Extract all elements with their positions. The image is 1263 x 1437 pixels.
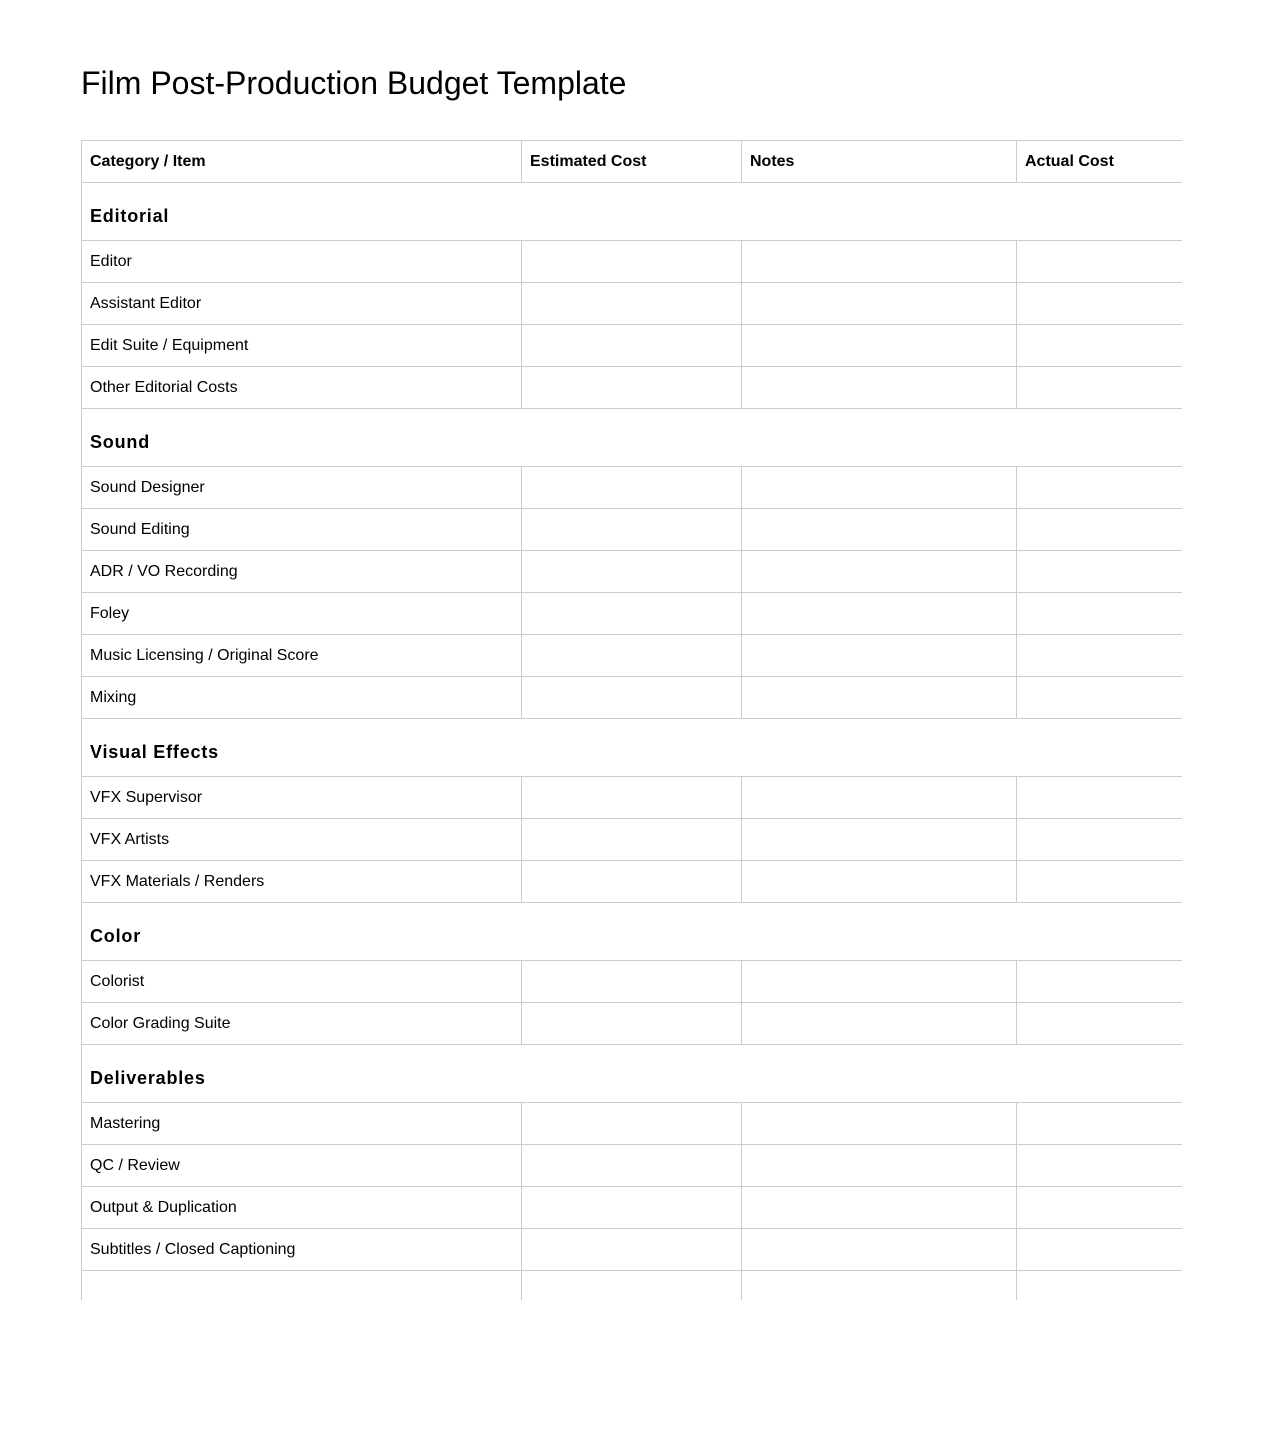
estimated-cost-cell[interactable] bbox=[522, 677, 742, 719]
header-category: Category / Item bbox=[82, 141, 522, 183]
estimated-cost-cell[interactable] bbox=[522, 1103, 742, 1145]
item-label: Mastering bbox=[82, 1103, 522, 1145]
actual-cost-cell[interactable] bbox=[1017, 961, 1183, 1003]
notes-cell[interactable] bbox=[742, 819, 1017, 861]
notes-cell[interactable] bbox=[742, 635, 1017, 677]
item-label: Other Editorial Costs bbox=[82, 367, 522, 409]
section-row bbox=[82, 1045, 1183, 1103]
item-label: ADR / VO Recording bbox=[82, 551, 522, 593]
notes-cell[interactable] bbox=[742, 593, 1017, 635]
table-row bbox=[82, 1003, 1183, 1045]
estimated-cost-cell[interactable] bbox=[522, 367, 742, 409]
actual-cost-cell[interactable] bbox=[1017, 1103, 1183, 1145]
item-label: Color Grading Suite bbox=[82, 1003, 522, 1045]
actual-cost-cell[interactable] bbox=[1017, 861, 1183, 903]
notes-cell[interactable] bbox=[742, 1229, 1017, 1271]
notes-cell[interactable] bbox=[742, 367, 1017, 409]
table-row bbox=[82, 367, 1183, 409]
header-notes: Notes bbox=[742, 141, 1017, 183]
table-row bbox=[82, 1229, 1183, 1271]
notes-cell[interactable] bbox=[742, 777, 1017, 819]
notes-cell[interactable] bbox=[742, 509, 1017, 551]
actual-cost-cell[interactable] bbox=[1017, 283, 1183, 325]
notes-cell[interactable] bbox=[742, 1003, 1017, 1045]
page-title: Film Post-Production Budget Template bbox=[81, 65, 627, 101]
estimated-cost-cell[interactable] bbox=[522, 467, 742, 509]
estimated-cost-cell[interactable] bbox=[522, 551, 742, 593]
actual-cost-cell[interactable] bbox=[1017, 509, 1183, 551]
table-row bbox=[82, 1145, 1183, 1187]
notes-cell[interactable] bbox=[742, 677, 1017, 719]
table-body bbox=[82, 183, 1183, 1301]
budget-table-container bbox=[81, 140, 1182, 1300]
notes-cell[interactable] bbox=[742, 325, 1017, 367]
item-label: VFX Supervisor bbox=[82, 777, 522, 819]
item-label: Sound Designer bbox=[82, 467, 522, 509]
item-label: Music Licensing / Original Score bbox=[82, 635, 522, 677]
estimated-cost-cell[interactable] bbox=[522, 1271, 742, 1301]
notes-cell[interactable] bbox=[742, 1187, 1017, 1229]
estimated-cost-cell[interactable] bbox=[522, 1229, 742, 1271]
estimated-cost-cell[interactable] bbox=[522, 593, 742, 635]
actual-cost-cell[interactable] bbox=[1017, 819, 1183, 861]
notes-cell[interactable] bbox=[742, 861, 1017, 903]
table-row bbox=[82, 1271, 1183, 1301]
estimated-cost-cell[interactable] bbox=[522, 509, 742, 551]
actual-cost-cell[interactable] bbox=[1017, 593, 1183, 635]
actual-cost-cell[interactable] bbox=[1017, 777, 1183, 819]
table-row bbox=[82, 593, 1183, 635]
table-row bbox=[82, 325, 1183, 367]
notes-cell[interactable] bbox=[742, 1271, 1017, 1301]
section-heading: Visual Effects bbox=[82, 719, 1183, 777]
header-actual-cost: Actual Cost bbox=[1017, 141, 1183, 183]
table-row bbox=[82, 1103, 1183, 1145]
notes-cell[interactable] bbox=[742, 241, 1017, 283]
header-estimated-cost: Estimated Cost bbox=[522, 141, 742, 183]
table-row bbox=[82, 551, 1183, 593]
item-label: Sound Editing bbox=[82, 509, 522, 551]
estimated-cost-cell[interactable] bbox=[522, 1003, 742, 1045]
section-heading: Sound bbox=[82, 409, 1183, 467]
section-row bbox=[82, 409, 1183, 467]
item-label: Colorist bbox=[82, 961, 522, 1003]
table-row bbox=[82, 467, 1183, 509]
notes-cell[interactable] bbox=[742, 961, 1017, 1003]
table-row bbox=[82, 961, 1183, 1003]
estimated-cost-cell[interactable] bbox=[522, 1187, 742, 1229]
table-row bbox=[82, 241, 1183, 283]
section-row bbox=[82, 183, 1183, 241]
section-heading: Deliverables bbox=[82, 1045, 1183, 1103]
item-label: Assistant Editor bbox=[82, 283, 522, 325]
estimated-cost-cell[interactable] bbox=[522, 961, 742, 1003]
budget-table bbox=[81, 140, 1182, 1300]
table-row bbox=[82, 283, 1183, 325]
table-header-row bbox=[82, 141, 1183, 183]
item-label: Editor bbox=[82, 241, 522, 283]
estimated-cost-cell[interactable] bbox=[522, 1145, 742, 1187]
item-label: Output & Duplication bbox=[82, 1187, 522, 1229]
actual-cost-cell[interactable] bbox=[1017, 325, 1183, 367]
section-row bbox=[82, 903, 1183, 961]
estimated-cost-cell[interactable] bbox=[522, 819, 742, 861]
actual-cost-cell[interactable] bbox=[1017, 635, 1183, 677]
notes-cell[interactable] bbox=[742, 1145, 1017, 1187]
table-row bbox=[82, 1187, 1183, 1229]
table-row bbox=[82, 819, 1183, 861]
actual-cost-cell[interactable] bbox=[1017, 1229, 1183, 1271]
actual-cost-cell[interactable] bbox=[1017, 241, 1183, 283]
item-label: Mixing bbox=[82, 677, 522, 719]
table-row bbox=[82, 861, 1183, 903]
item-label: VFX Artists bbox=[82, 819, 522, 861]
estimated-cost-cell[interactable] bbox=[522, 325, 742, 367]
item-label: QC / Review bbox=[82, 1145, 522, 1187]
actual-cost-cell[interactable] bbox=[1017, 467, 1183, 509]
section-heading: Editorial bbox=[82, 183, 1183, 241]
table-row bbox=[82, 677, 1183, 719]
actual-cost-cell[interactable] bbox=[1017, 367, 1183, 409]
table-row bbox=[82, 777, 1183, 819]
notes-cell[interactable] bbox=[742, 551, 1017, 593]
estimated-cost-cell[interactable] bbox=[522, 635, 742, 677]
estimated-cost-cell[interactable] bbox=[522, 861, 742, 903]
item-label: VFX Materials / Renders bbox=[82, 861, 522, 903]
notes-cell[interactable] bbox=[742, 1103, 1017, 1145]
estimated-cost-cell[interactable] bbox=[522, 777, 742, 819]
notes-cell[interactable] bbox=[742, 283, 1017, 325]
table-row bbox=[82, 635, 1183, 677]
actual-cost-cell[interactable] bbox=[1017, 1271, 1183, 1301]
table-row bbox=[82, 509, 1183, 551]
estimated-cost-cell[interactable] bbox=[522, 283, 742, 325]
actual-cost-cell[interactable] bbox=[1017, 1187, 1183, 1229]
item-label: Edit Suite / Equipment bbox=[82, 325, 522, 367]
actual-cost-cell[interactable] bbox=[1017, 677, 1183, 719]
section-heading: Color bbox=[82, 903, 1183, 961]
notes-cell[interactable] bbox=[742, 467, 1017, 509]
actual-cost-cell[interactable] bbox=[1017, 1003, 1183, 1045]
actual-cost-cell[interactable] bbox=[1017, 551, 1183, 593]
item-label: Subtitles / Closed Captioning bbox=[82, 1229, 522, 1271]
estimated-cost-cell[interactable] bbox=[522, 241, 742, 283]
actual-cost-cell[interactable] bbox=[1017, 1145, 1183, 1187]
item-label: Foley bbox=[82, 593, 522, 635]
item-label bbox=[82, 1271, 522, 1301]
section-row bbox=[82, 719, 1183, 777]
